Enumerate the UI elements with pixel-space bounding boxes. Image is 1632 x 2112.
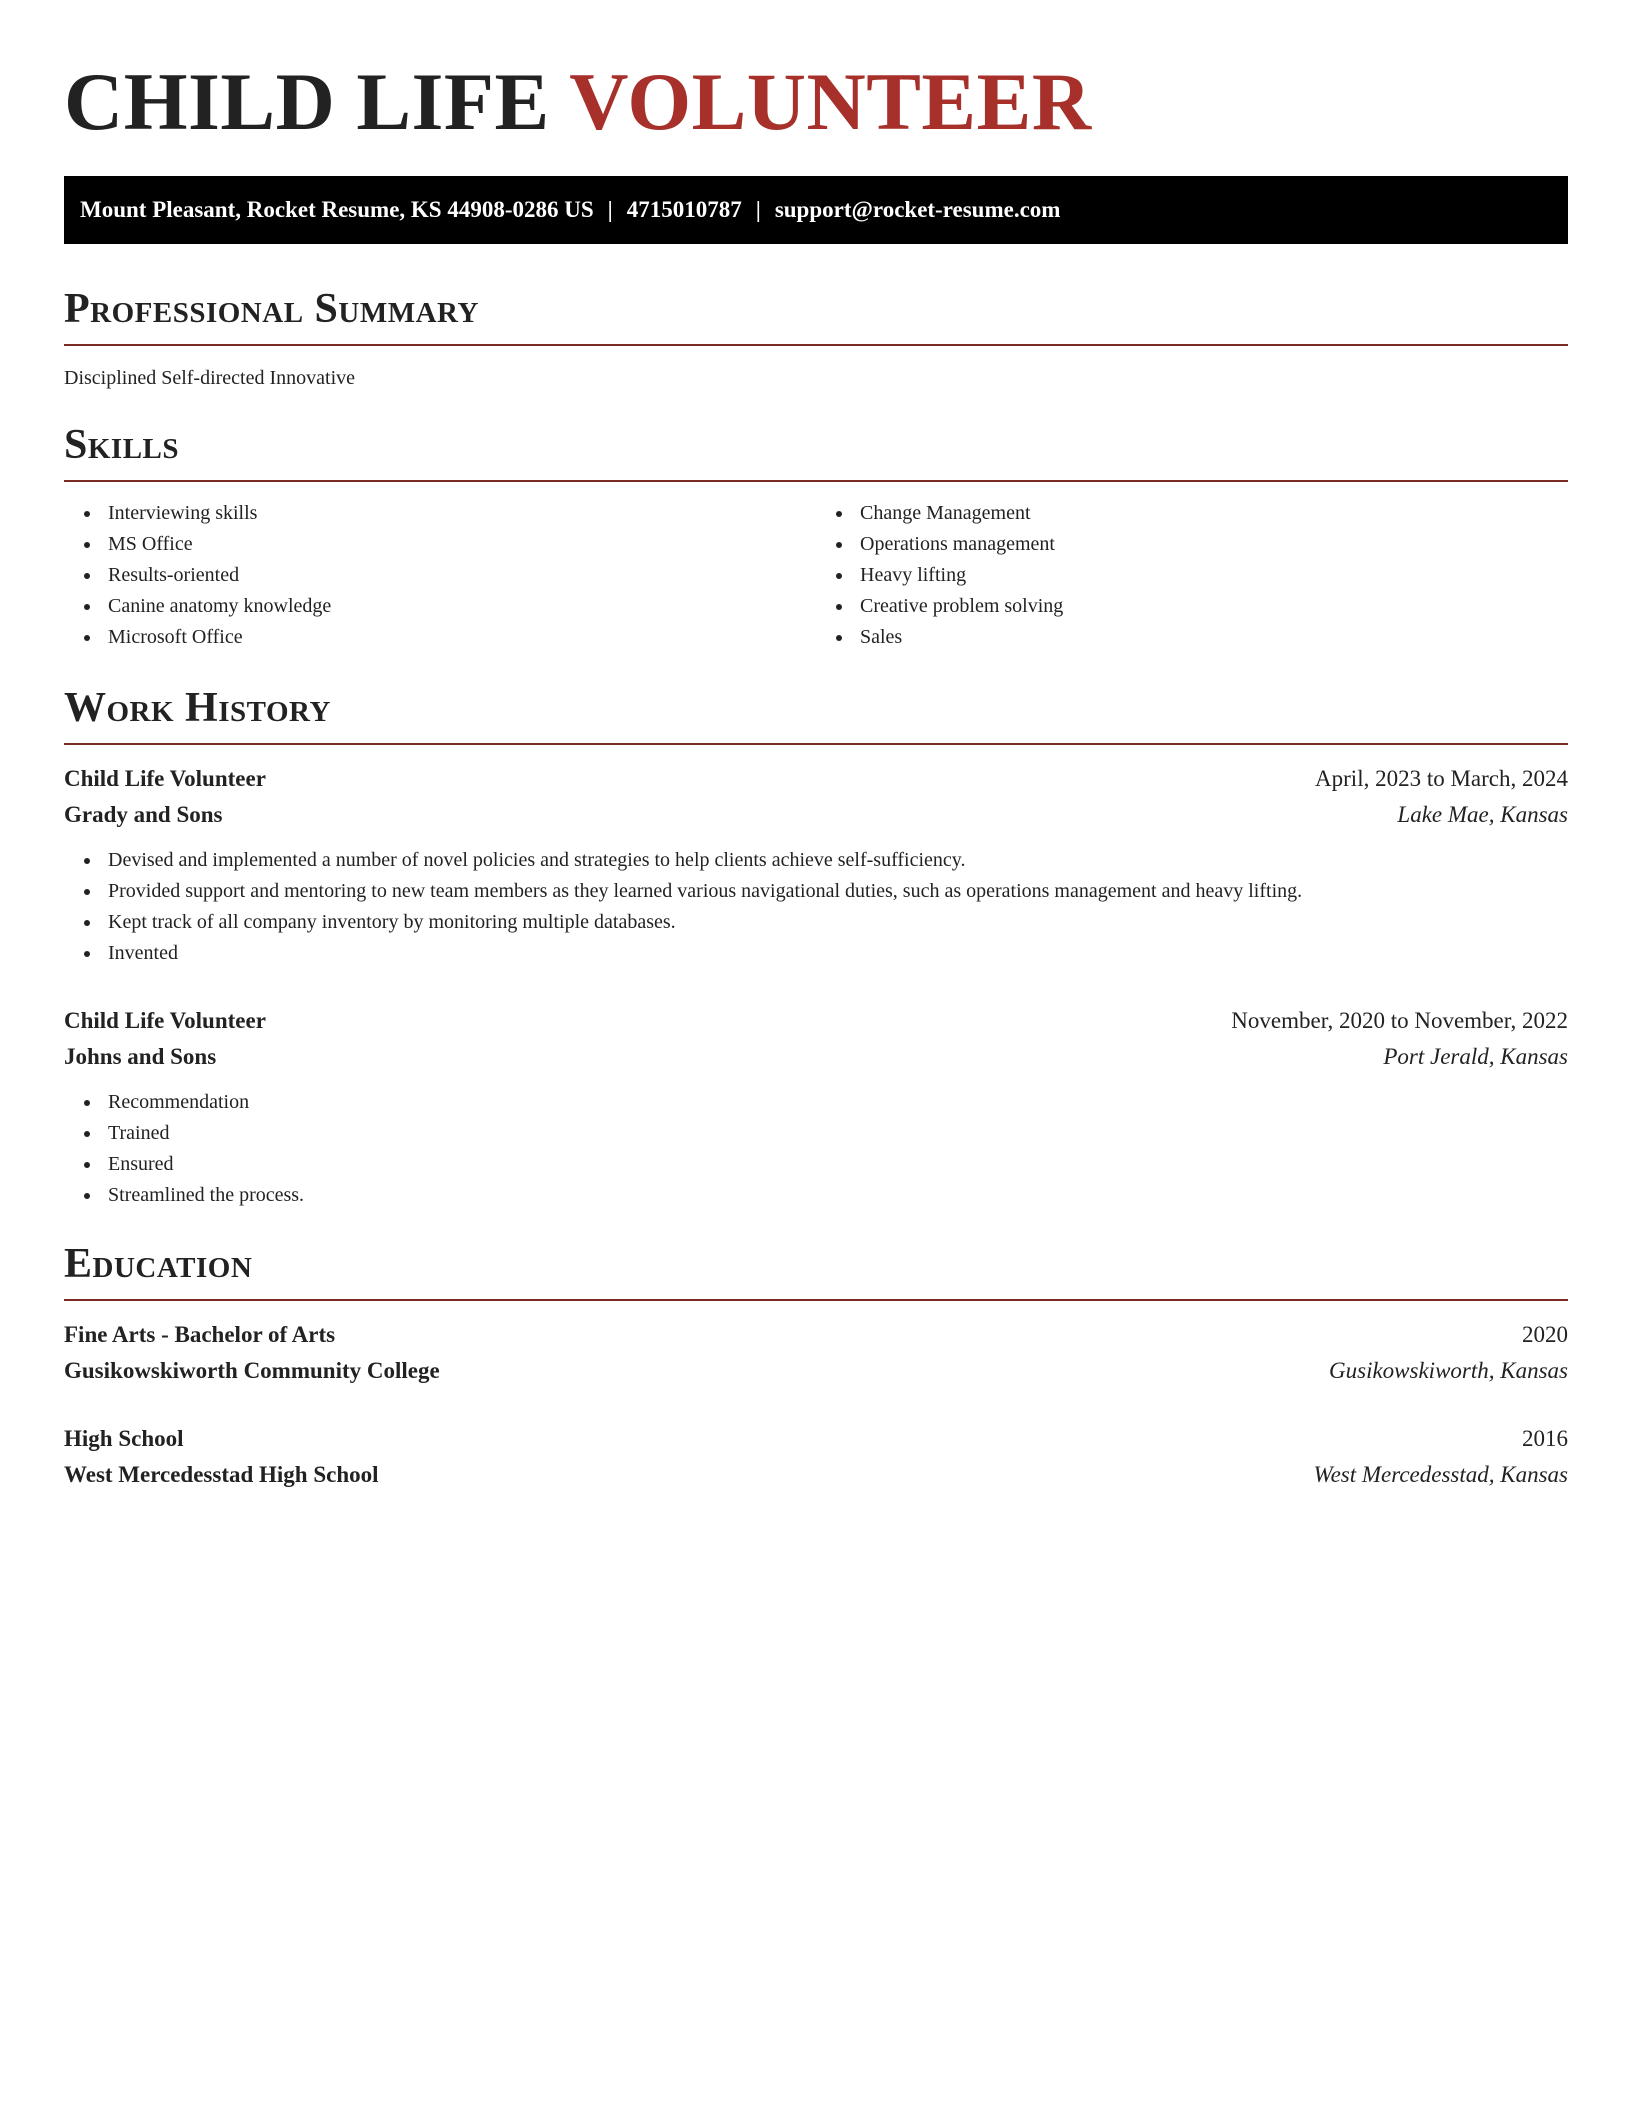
education-degree-row: [64, 1317, 1568, 1353]
job-location: Port Jerald, Kansas: [1383, 1044, 1568, 1069]
job-location: Lake Mae, Kansas: [1397, 802, 1568, 827]
duty-item: Trained: [108, 1118, 1568, 1149]
duty-item: Recommendation: [108, 1087, 1568, 1118]
skill-item: MS Office: [108, 529, 816, 560]
contact-separator: |: [607, 197, 613, 222]
education-degree: High School: [64, 1426, 184, 1451]
resume-page: [64, 0, 1568, 1493]
skills-section: [64, 420, 1568, 653]
job-entry: [64, 761, 1568, 969]
education-school-row: [64, 1457, 1568, 1493]
education-section: [64, 1239, 1568, 1493]
education-entry: [64, 1421, 1568, 1493]
name-last: VOLUNTEER: [569, 56, 1092, 147]
skills-list-left: [64, 498, 816, 653]
job-dates: November, 2020 to November, 2022: [1231, 1008, 1568, 1033]
skill-item: Creative problem solving: [860, 591, 1568, 622]
job-company-row: [64, 1039, 1568, 1075]
education-school-row: [64, 1353, 1568, 1389]
duty-item: Ensured: [108, 1149, 1568, 1180]
contact-address: Mount Pleasant, Rocket Resume, KS 44908-0286 US: [80, 197, 594, 222]
job-duties: [64, 1087, 1568, 1211]
skill-item: Interviewing skills: [108, 498, 816, 529]
duty-item: Provided support and mentoring to new team members as they learned various navigational duties, such as operations management and heavy lifting.: [108, 876, 1568, 907]
work-history-section: [64, 683, 1568, 1211]
contact-phone: 4715010787: [626, 197, 742, 222]
education-degree: Fine Arts - Bachelor of Arts: [64, 1322, 336, 1347]
skill-item: Heavy lifting: [860, 560, 1568, 591]
contact-email: support@rocket-resume.com: [774, 197, 1061, 222]
education-entry: [64, 1317, 1568, 1389]
skill-item: Results-oriented: [108, 560, 816, 591]
education-school: Gusikowskiworth Community College: [64, 1358, 440, 1383]
skill-item: Canine anatomy knowledge: [108, 591, 816, 622]
education-year: 2020: [1522, 1322, 1568, 1347]
duty-item: Kept track of all company inventory by monitoring multiple databases.: [108, 907, 1568, 938]
duty-item: Devised and implemented a number of novel policies and strategies to help clients achieve self-sufficiency.: [108, 845, 1568, 876]
summary-heading: Professional Summary: [64, 284, 1568, 346]
contact-bar: [64, 176, 1568, 244]
summary-text: Disciplined Self-directed Innovative: [64, 367, 356, 389]
job-company: Grady and Sons: [64, 802, 223, 827]
skill-item: Microsoft Office: [108, 622, 816, 653]
job-dates: April, 2023 to March, 2024: [1315, 766, 1568, 791]
skills-heading: Skills: [64, 420, 1568, 482]
education-degree-row: [64, 1421, 1568, 1457]
job-duties: [64, 845, 1568, 969]
education-year: 2016: [1522, 1426, 1568, 1451]
job-company-row: [64, 797, 1568, 833]
job-title-row: [64, 761, 1568, 797]
job-position: Child Life Volunteer: [64, 1008, 266, 1033]
job-entry: [64, 1003, 1568, 1211]
duty-item: Streamlined the process.: [108, 1180, 1568, 1211]
skill-item: Change Management: [860, 498, 1568, 529]
skill-item: Operations management: [860, 529, 1568, 560]
skills-columns: [64, 498, 1568, 653]
duty-item: Invented: [108, 938, 1568, 969]
skills-list-right: [816, 498, 1568, 653]
education-heading: Education: [64, 1239, 1568, 1301]
resume-name: [64, 52, 1568, 152]
education-school: West Mercedesstad High School: [64, 1462, 379, 1487]
work-history-heading: Work History: [64, 683, 1568, 745]
summary-section: [64, 284, 1568, 392]
job-position: Child Life Volunteer: [64, 766, 266, 791]
name-first: CHILD LIFE: [64, 56, 550, 147]
job-company: Johns and Sons: [64, 1044, 217, 1069]
contact-separator: |: [755, 197, 761, 222]
skill-item: Sales: [860, 622, 1568, 653]
job-title-row: [64, 1003, 1568, 1039]
education-location: Gusikowskiworth, Kansas: [1329, 1358, 1568, 1383]
education-location: West Mercedesstad, Kansas: [1313, 1462, 1568, 1487]
